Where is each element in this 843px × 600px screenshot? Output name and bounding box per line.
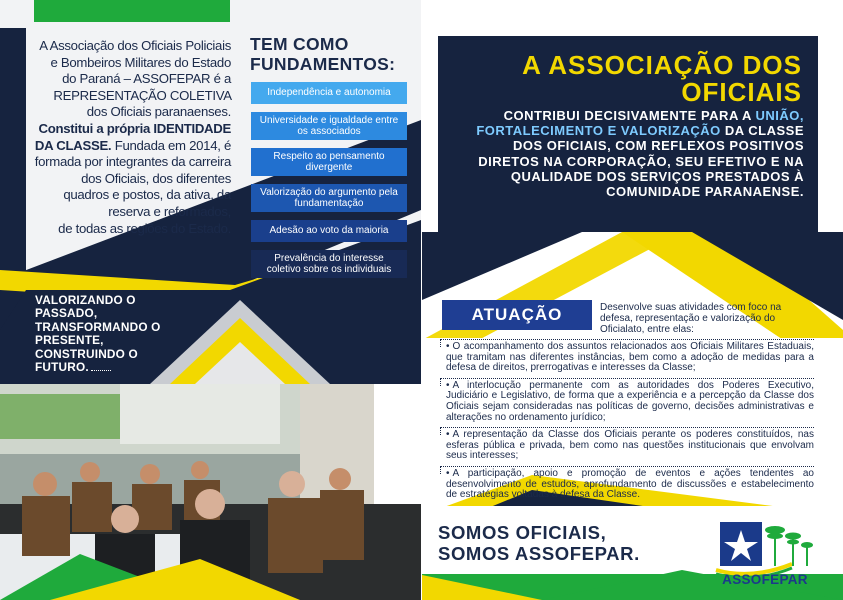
association-text-c: DA CLASSE DOS OFICIAIS, COM REFLEXOS POSITIVOS DIRETOS NA CORPORAÇÃO, SEU EFETIVO E NA QUALIDADE DOS SERVIÇOS PRESTADOS À COMUNIDADE PARANAENSE. (478, 123, 804, 200)
right-panel (422, 0, 843, 600)
fundamento-item: Respeito ao pensamento divergente (251, 148, 407, 176)
intro-p3: dos Oficiais paranaenses. (86, 104, 231, 120)
meeting-photo (0, 384, 421, 600)
association-text (450, 108, 804, 199)
fundamentos-title: TEM COMO FUNDAMENTOS: (250, 34, 396, 74)
association-title: A ASSOCIAÇÃO DOS OFICIAIS (522, 50, 802, 107)
meeting-photo-illustration (0, 384, 421, 600)
bullet-icon: • (446, 341, 450, 352)
logo-text: ASSOFEPAR (722, 572, 808, 587)
atividade-item: • A participação, apoio e promoção de eventos e ações tendentes ao desenvolvimento de estudos, aprofundamento de discussões e estabelecimento de estratégias voltadas à defesa da Classe. (440, 469, 814, 501)
fundamento-item: Valorização do argumento pela fundamentação (251, 184, 407, 212)
atividade-item: • A interlocução permanente com as autoridades dos Poderes Executivo, Judiciário e Legislativo, de forma que a experiência e a percepção da Classe dos Oficiais sejam consideradas nas políticas de governo, decisões administrativas e alterações no ordenamento jurídico; (440, 381, 814, 423)
atividade-item: • A representação da Classe dos Oficiais perante os poderes constituídos, nas esferas pública e privada, bem como nas questões institucionais que envolvam seus interesses; (440, 430, 814, 462)
bullet-icon: • (446, 429, 450, 441)
atividade-item: • O acompanhamento dos assuntos relacionados aos Oficiais Militares Estaduais, que tramitam nas diferentes instâncias, bem como a adoção de medidas para a defesa de direitos, prerrogativas e interesses da Classe; (440, 342, 814, 374)
fundamento-item: Adesão ao voto da maioria (251, 220, 407, 242)
somos-line-2: SOMOS ASSOFEPAR. (438, 543, 640, 564)
fundamentos-list (251, 82, 407, 286)
intro-paragraph (34, 38, 231, 237)
somos-slogan (438, 522, 658, 564)
atuacao-label: ATUAÇÃO (442, 300, 592, 330)
intro-p6: de todas as regiões do Estado. (58, 220, 231, 236)
somos-line-1: SOMOS OFICIAIS, (438, 522, 607, 543)
fundamento-item: Universidade e igualdade entre os associados (251, 112, 407, 140)
association-text-a: CONTRIBUI DECISIVAMENTE PARA A (503, 108, 756, 123)
bullet-icon: • (446, 379, 450, 391)
intro-p4: Constitui a própria IDENTIDADE DA CLASSE. (34, 120, 231, 153)
left-panel (0, 0, 421, 600)
motto-text: VALORIZANDO O PASSADO, TRANSFORMANDO O PRESENTE, CONSTRUINDO O FUTURO. (35, 293, 161, 375)
fundamento-item: Prevalência do interesse coletivo sobre os individuais (251, 250, 407, 278)
association-text-highlight: UNIÃO, FORTALECIMENTO E VALORIZAÇÃO (476, 108, 804, 139)
intro-p2: REPRESENTAÇÃO COLETIVA (53, 87, 231, 103)
intro-p1: A Associação dos Oficiais Policiais e Bombeiros Militares do Estado do Paraná – ASSOFEPAR é a (39, 38, 231, 87)
atividades-list (440, 342, 814, 508)
atuacao-intro: Desenvolve suas atividades com foco na defesa, representação e valorização do Oficialato, entre elas: (600, 302, 782, 335)
motto-dots (91, 370, 111, 371)
intro-p5: Fundada em 2014, é formada por integrantes da carreira dos Oficiais, dos diferentes quadros e postos, da ativa, da reserva e reformados, (34, 137, 231, 219)
bullet-icon: • (446, 467, 450, 479)
fundamento-item: Independência e autonomia (251, 82, 407, 104)
top-green-bar (34, 0, 230, 22)
